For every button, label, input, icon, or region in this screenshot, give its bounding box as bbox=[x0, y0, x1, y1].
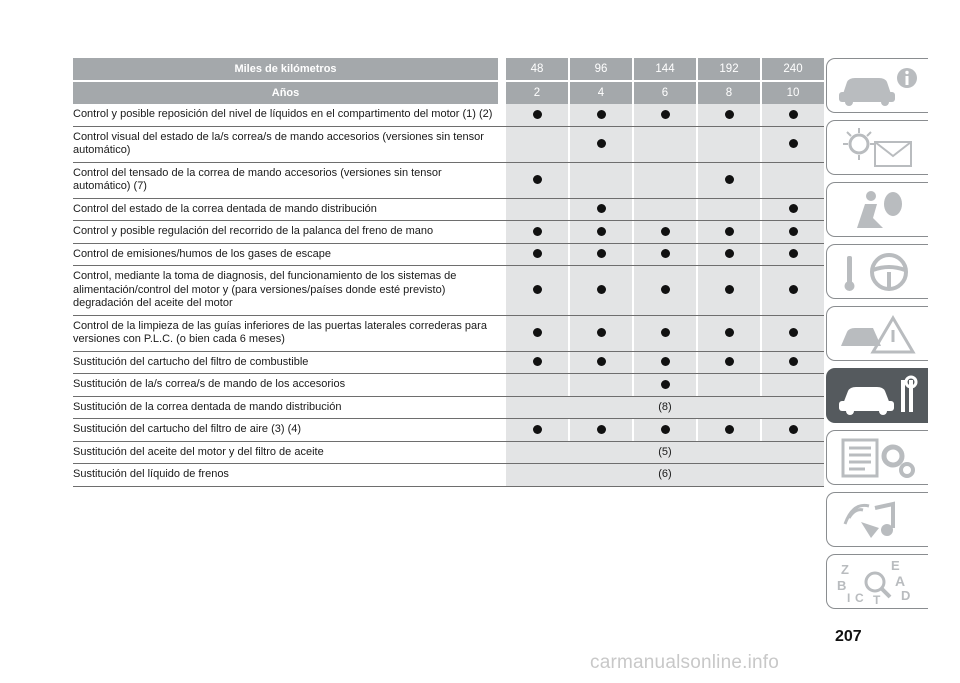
interval-cell bbox=[698, 374, 760, 397]
check-dot-icon bbox=[533, 328, 542, 337]
row-description: Control del tensado de la correa de mando accesorios (versiones sin tensor automático) (7) bbox=[73, 163, 498, 199]
km-value: 144 bbox=[634, 58, 696, 80]
interval-cell bbox=[698, 127, 760, 163]
km-value: 192 bbox=[698, 58, 760, 80]
car-info-icon bbox=[835, 64, 921, 108]
interval-cell bbox=[570, 199, 632, 222]
year-value: 2 bbox=[506, 80, 568, 104]
interval-cell bbox=[506, 104, 568, 127]
interval-cell bbox=[762, 419, 824, 442]
check-dot-icon bbox=[597, 204, 606, 213]
check-dot-icon bbox=[789, 227, 798, 236]
check-dot-icon bbox=[597, 357, 606, 366]
year-value: 10 bbox=[762, 80, 824, 104]
check-dot-icon bbox=[725, 227, 734, 236]
interval-cell bbox=[634, 352, 696, 375]
interval-cell bbox=[698, 104, 760, 127]
check-dot-icon bbox=[533, 227, 542, 236]
check-dot-icon bbox=[789, 328, 798, 337]
row-description: Sustitución de la/s correa/s de mando de los accesorios bbox=[73, 374, 498, 397]
row-description: Control, mediante la toma de diagnosis, del funcionamiento de los sistemas de alimentación/control del motor y (para versiones/países donde esté previsto) degradación del aceite del motor bbox=[73, 266, 498, 316]
tab-starting-driving[interactable] bbox=[826, 244, 928, 299]
check-dot-icon bbox=[661, 380, 670, 389]
check-dot-icon bbox=[725, 328, 734, 337]
interval-cell bbox=[570, 266, 632, 316]
interval-cell bbox=[506, 266, 568, 316]
svg-text:D: D bbox=[901, 588, 911, 603]
interval-cell bbox=[506, 127, 568, 163]
check-dot-icon bbox=[597, 285, 606, 294]
check-dot-icon bbox=[789, 357, 798, 366]
check-dot-icon bbox=[661, 285, 670, 294]
interval-cell bbox=[570, 244, 632, 267]
svg-text:A: A bbox=[895, 573, 906, 589]
interval-cell bbox=[570, 163, 632, 199]
interval-cell bbox=[762, 316, 824, 352]
tab-car-info[interactable] bbox=[826, 58, 928, 113]
svg-text:I: I bbox=[847, 591, 851, 604]
check-dot-icon bbox=[661, 425, 670, 434]
row-description: Control del estado de la correa dentada de mando distribución bbox=[73, 199, 498, 222]
check-dot-icon bbox=[725, 357, 734, 366]
interval-cell bbox=[506, 244, 568, 267]
interval-cell bbox=[762, 221, 824, 244]
car-maintenance-icon bbox=[835, 374, 921, 418]
check-dot-icon bbox=[789, 425, 798, 434]
row-description: Sustitución del aceite del motor y del filtro de aceite bbox=[73, 442, 498, 465]
row-description: Control de la limpieza de las guías inferiores de las puertas laterales correderas para versiones con P.L.C. (o bien cada 6 meses) bbox=[73, 316, 498, 352]
check-dot-icon bbox=[661, 249, 670, 258]
row-note: (5) bbox=[506, 442, 824, 465]
check-dot-icon bbox=[725, 110, 734, 119]
emergency-icon bbox=[835, 312, 921, 356]
check-dot-icon bbox=[789, 249, 798, 258]
check-dot-icon bbox=[597, 249, 606, 258]
row-note: (8) bbox=[506, 397, 824, 420]
interval-cell bbox=[506, 199, 568, 222]
row-note: (6) bbox=[506, 464, 824, 487]
header-row-years bbox=[73, 80, 824, 104]
table-row bbox=[73, 464, 824, 487]
warning-lights-icon bbox=[835, 126, 921, 170]
check-dot-icon bbox=[533, 425, 542, 434]
airbag-seat-icon bbox=[835, 188, 921, 232]
check-dot-icon bbox=[725, 425, 734, 434]
interval-cell bbox=[634, 419, 696, 442]
row-description: Sustitución del cartucho del filtro de aire (3) (4) bbox=[73, 419, 498, 442]
table-row bbox=[73, 397, 824, 420]
check-dot-icon bbox=[725, 249, 734, 258]
km-label: Miles de kilómetros bbox=[73, 58, 498, 80]
check-dot-icon bbox=[533, 249, 542, 258]
tab-technical-data[interactable] bbox=[826, 430, 928, 485]
interval-cell bbox=[570, 419, 632, 442]
interval-cell bbox=[698, 419, 760, 442]
row-description: Control y posible regulación del recorrido de la palanca del freno de mano bbox=[73, 221, 498, 244]
check-dot-icon bbox=[533, 285, 542, 294]
km-value: 240 bbox=[762, 58, 824, 80]
year-value: 4 bbox=[570, 80, 632, 104]
check-dot-icon bbox=[789, 110, 798, 119]
table-row bbox=[73, 419, 824, 442]
page-number: 207 bbox=[835, 628, 862, 645]
interval-cell bbox=[762, 199, 824, 222]
check-dot-icon bbox=[597, 139, 606, 148]
interval-cell bbox=[634, 163, 696, 199]
row-description: Sustitución de la correa dentada de mando distribución bbox=[73, 397, 498, 420]
table-row bbox=[73, 442, 824, 465]
check-dot-icon bbox=[597, 425, 606, 434]
interval-cell bbox=[634, 104, 696, 127]
interval-cell bbox=[762, 374, 824, 397]
table-row bbox=[73, 244, 824, 267]
check-dot-icon bbox=[597, 328, 606, 337]
interval-cell bbox=[698, 244, 760, 267]
check-dot-icon bbox=[661, 357, 670, 366]
table-body bbox=[73, 104, 824, 487]
svg-text:Z: Z bbox=[841, 562, 849, 577]
km-value: 96 bbox=[570, 58, 632, 80]
tab-warning-lights[interactable] bbox=[826, 120, 928, 175]
svg-text:E: E bbox=[891, 560, 900, 573]
tab-index[interactable] bbox=[826, 554, 928, 609]
table-row bbox=[73, 374, 824, 397]
interval-cell bbox=[634, 127, 696, 163]
km-value: 48 bbox=[506, 58, 568, 80]
svg-text:T: T bbox=[873, 593, 881, 604]
table-row bbox=[73, 316, 824, 352]
interval-cell bbox=[570, 374, 632, 397]
tab-maintenance[interactable] bbox=[826, 368, 928, 423]
interval-cell bbox=[506, 352, 568, 375]
steering-wheel-icon bbox=[835, 250, 921, 294]
interval-cell bbox=[570, 221, 632, 244]
watermark: carmanualsonline.info bbox=[590, 652, 780, 673]
check-dot-icon bbox=[533, 357, 542, 366]
table-row bbox=[73, 104, 824, 127]
check-dot-icon bbox=[789, 139, 798, 148]
svg-text:B: B bbox=[837, 578, 847, 593]
interval-cell bbox=[634, 266, 696, 316]
interval-cell bbox=[762, 266, 824, 316]
interval-cell bbox=[634, 244, 696, 267]
row-description: Control de emisiones/humos de los gases de escape bbox=[73, 244, 498, 267]
interval-cell bbox=[698, 221, 760, 244]
check-dot-icon bbox=[661, 110, 670, 119]
interval-cell bbox=[506, 374, 568, 397]
interval-cell bbox=[506, 316, 568, 352]
check-dot-icon bbox=[789, 204, 798, 213]
header-row-km bbox=[73, 58, 824, 80]
interval-cell bbox=[698, 352, 760, 375]
table-row bbox=[73, 266, 824, 316]
row-description: Control visual del estado de la/s correa/s de mando accesorios (versiones sin tensor automático) bbox=[73, 127, 498, 163]
interval-cell bbox=[570, 104, 632, 127]
interval-cell bbox=[698, 199, 760, 222]
check-dot-icon bbox=[661, 227, 670, 236]
svg-text:C: C bbox=[855, 591, 864, 604]
check-dot-icon bbox=[725, 285, 734, 294]
tab-emergency[interactable] bbox=[826, 306, 928, 361]
interval-cell bbox=[762, 163, 824, 199]
years-label: Años bbox=[73, 80, 498, 104]
row-description: Control y posible reposición del nivel de líquidos en el compartimento del motor (1) (2) bbox=[73, 104, 498, 127]
interval-cell bbox=[506, 419, 568, 442]
interval-cell bbox=[634, 199, 696, 222]
tab-multimedia[interactable] bbox=[826, 492, 928, 547]
interval-cell bbox=[698, 316, 760, 352]
interval-cell bbox=[570, 352, 632, 375]
year-value: 6 bbox=[634, 80, 696, 104]
interval-cell bbox=[698, 163, 760, 199]
interval-cell bbox=[762, 244, 824, 267]
multimedia-icon bbox=[835, 498, 921, 542]
check-dot-icon bbox=[597, 110, 606, 119]
check-dot-icon bbox=[533, 110, 542, 119]
technical-data-icon bbox=[835, 436, 921, 480]
check-dot-icon bbox=[661, 328, 670, 337]
check-dot-icon bbox=[789, 285, 798, 294]
check-dot-icon bbox=[725, 175, 734, 184]
table-row bbox=[73, 352, 824, 375]
interval-cell bbox=[698, 266, 760, 316]
year-value: 8 bbox=[698, 80, 760, 104]
table-row bbox=[73, 127, 824, 163]
interval-cell bbox=[506, 163, 568, 199]
alphabetical-index-icon bbox=[835, 560, 921, 604]
interval-cell bbox=[762, 352, 824, 375]
tab-safety[interactable] bbox=[826, 182, 928, 237]
interval-cell bbox=[506, 221, 568, 244]
interval-cell bbox=[634, 221, 696, 244]
table-row bbox=[73, 221, 824, 244]
table-row bbox=[73, 199, 824, 222]
maintenance-schedule-table bbox=[73, 58, 824, 487]
interval-cell bbox=[634, 374, 696, 397]
interval-cell bbox=[634, 316, 696, 352]
row-description: Sustitución del cartucho del filtro de combustible bbox=[73, 352, 498, 375]
check-dot-icon bbox=[533, 175, 542, 184]
interval-cell bbox=[762, 127, 824, 163]
interval-cell bbox=[762, 104, 824, 127]
check-dot-icon bbox=[597, 227, 606, 236]
interval-cell bbox=[570, 127, 632, 163]
interval-cell bbox=[570, 316, 632, 352]
row-description: Sustitución del líquido de frenos bbox=[73, 464, 498, 487]
table-row bbox=[73, 163, 824, 199]
